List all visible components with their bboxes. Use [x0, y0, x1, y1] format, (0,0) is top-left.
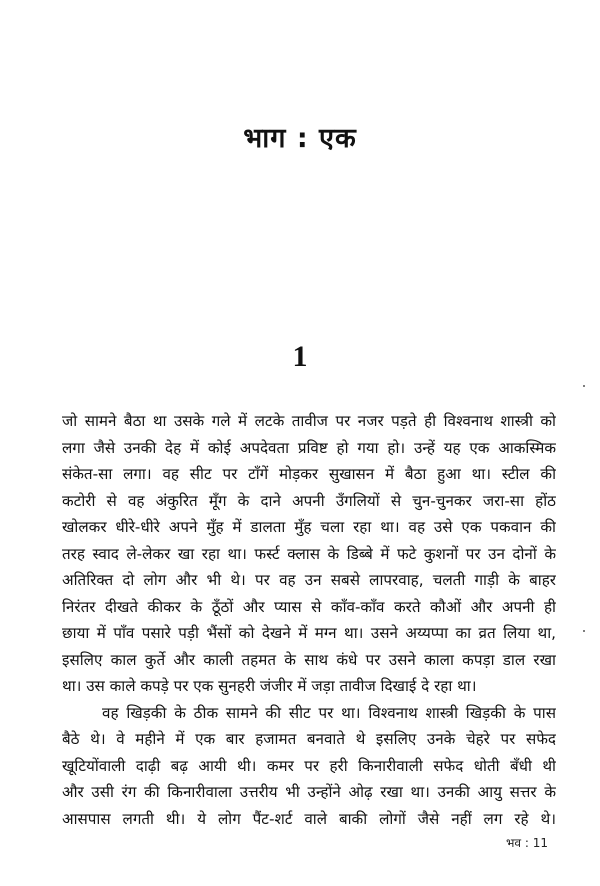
text-line: इसलिए काल कुर्ते और काली तहमत के साथ कंधे पर उसने काला कपड़ा डाल रखा — [62, 650, 556, 669]
text-line: अतिरिक्त दो लोग और भी थे। पर वह उन सबसे लापरवाह, चलती गाड़ी के बाहर — [62, 571, 556, 589]
paragraph-2 — [62, 700, 556, 833]
part-title: भाग : एक — [243, 123, 357, 154]
page-footer: भव : 11 — [505, 836, 548, 850]
text-line: आसपास लगती थी। ये लोग पैंट-शर्ट वाले बाकी लोगों जैसे नहीं लग रहे थे। — [62, 809, 556, 828]
chapter-number: 1 — [292, 340, 308, 373]
text-line: था। उस काले कपड़े पर एक सुनहरी जंजीर में जड़ा तावीज दिखाई दे रहा था। — [62, 677, 477, 695]
text-line: निरंतर दीखते कीकर के ठूँठों और प्यास से काँव-काँव करते कौओं और अपनी ही — [62, 597, 556, 616]
text-line: तरह स्वाद ले-लेकर खा रहा था। फर्स्ट क्लास के डिब्बे में फटे कुशनों पर उन दोनों के — [62, 544, 556, 563]
chapter-body — [62, 408, 556, 832]
text-line: कटोरी से वह अंकुरित मूँग के दाने अपनी उँगलियों से चुन-चुनकर जरा-सा होंठ — [62, 491, 556, 510]
text-line: संकेत-सा लगा। वह सीट पर टाँगें मोड़कर सुखासन में बैठा हुआ था। स्टील की — [62, 465, 556, 483]
text-line: वह खिड़की के ठीक सामने की सीट पर था। विश्वनाथ शास्त्री खिड़की के पास — [102, 703, 556, 722]
text-line: खूटियोंवाली दाढ़ी बढ़ आयी थी। कमर पर हरी किनारीवाली सफेद धोती बँधी थी — [62, 756, 556, 775]
text-line: छाया में पाँव पसारे पड़ी भैंसों को देखने में मग्न था। उसने अय्यप्पा का व्रत लिया था, — [62, 624, 556, 642]
text-line: और उसी रंग की किनारीवाला उत्तरीय भी उन्होंने ओढ़ रखा था। उनकी आयु सत्तर के — [62, 783, 556, 801]
paragraph-1 — [62, 408, 556, 700]
scan-speck — [583, 630, 585, 632]
text-line: लगा जैसे उनकी देह में कोई अपदेवता प्रविष्ट हो गया हो। उन्हें यह एक आकस्मिक — [62, 438, 556, 457]
text-line: खोलकर धीरे-धीरे अपने मुँह में डालता मुँह चला रहा था। वह उसे एक पकवान की — [62, 518, 556, 536]
text-line: बैठे थे। वे महीने में एक बार हजामत बनवाते थे इसलिए उनके चेहरे पर सफेद — [62, 730, 556, 748]
scan-speck — [583, 385, 585, 387]
text-line: जो सामने बैठा था उसके गले में लटके तावीज पर नजर पड़ते ही विश्वनाथ शास्त्री को — [62, 412, 556, 430]
